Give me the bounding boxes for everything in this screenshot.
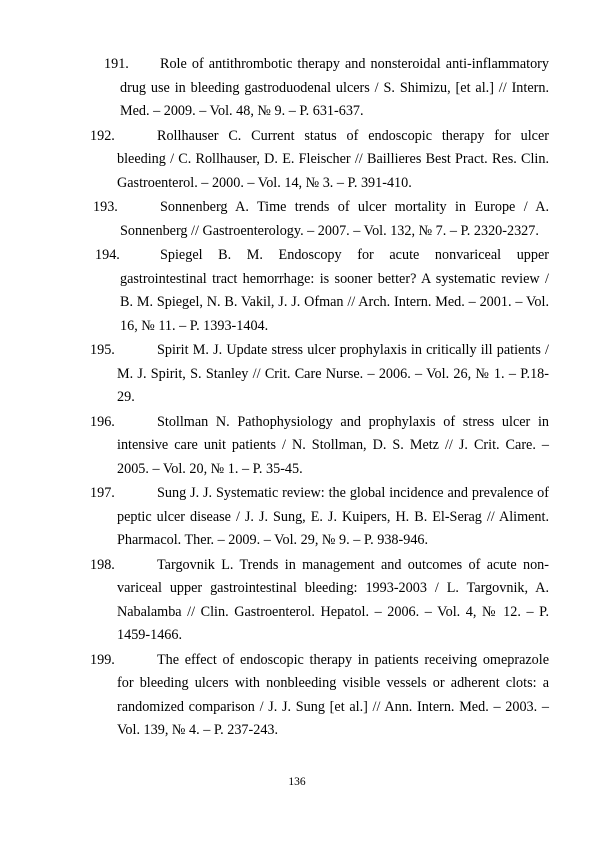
reference-item: [95, 244, 549, 338]
reference-item: [90, 125, 549, 196]
reference-text: Spirit M. J. Update stress ulcer prophylaxis in critically ill patients / M. J. Spirit, S. Stanley // Crit. Care Nurse. – 2006. – Vol. 26, № 1. – P.18-29.: [117, 342, 549, 405]
reference-text: The effect of endoscopic therapy in patients receiving omeprazole for bleeding ulcers with nonbleeding visible vessels or adherent clots: a randomized comparison / J. J. Sung [et al.] // Ann. Intern. Med. – 2003. – Vol. 139, № 4. – P. 237-243.: [117, 651, 549, 738]
reference-text: Role of antithrombotic therapy and nonsteroidal anti-inflammatory drug use in bleeding gastroduodenal ulcers / S. Shimizu, [et al.] // Intern. Med. – 2009. – Vol. 48, № 9. – P. 631-637.: [120, 56, 549, 119]
reference-text: Targovnik L. Trends in management and outcomes of acute non-variceal upper gastrointestinal bleeding: 1993-2003 / L. Targovnik, A. Nabalamba // Clin. Gastroenterol. Hepatol. – 2006. – Vol. 4, № 12. – P. 1459-1466.: [117, 556, 549, 643]
reference-item: [90, 482, 549, 553]
reference-item: [93, 196, 549, 243]
reference-number: 198.: [90, 556, 115, 573]
reference-number: 196.: [90, 413, 115, 430]
reference-number: 194.: [95, 247, 120, 263]
reference-number: 191.: [104, 56, 129, 72]
reference-item: [90, 411, 549, 482]
reference-item: [90, 339, 549, 410]
page-number: 136: [288, 776, 306, 788]
reference-item: [104, 53, 549, 124]
reference-text: Stollman N. Pathophysiology and prophylaxis of stress ulcer in intensive care unit patients / N. Stollman, D. S. Metz // J. Crit. Care. – 2005. – Vol. 20, № 1. – P. 35-45.: [117, 413, 549, 477]
reference-number: 192.: [90, 127, 115, 144]
reference-number: 199.: [90, 651, 115, 668]
reference-number: 193.: [93, 199, 118, 215]
reference-text: Rollhauser C. Current status of endoscopic therapy for ulcer bleeding / C. Rollhauser, D. E. Fleischer // Baillieres Best Pract. Res. Clin. Gastroenterol. – 2000. – Vol. 14, № 3. – P. 391-410.: [117, 127, 549, 191]
reference-number: 197.: [90, 485, 115, 501]
reference-text: Spiegel B. M. Endoscopy for acute nonvariceal upper gastrointestinal tract hemorrhage: is sooner better? A systematic review / B. M. Spiegel, N. B. Vakil, J. J. Ofman // Arch. Intern. Med. – 2001. – Vol. 16, № 11. – P. 1393-1404.: [120, 247, 549, 334]
reference-text: Sung J. J. Systematic review: the global incidence and prevalence of peptic ulcer disease / J. J. Sung, E. J. Kuipers, H. B. El-Serag // Aliment. Pharmacol. Ther. – 2009. – Vol. 29, № 9. – P. 938-946.: [117, 485, 549, 548]
reference-list: [0, 53, 594, 743]
reference-number: 195.: [90, 342, 115, 358]
reference-item: [90, 649, 549, 743]
reference-text: Sonnenberg A. Time trends of ulcer mortality in Europe / A. Sonnenberg // Gastroenterology. – 2007. – Vol. 132, № 7. – P. 2320-2327.: [120, 199, 549, 239]
reference-item: [90, 554, 549, 648]
